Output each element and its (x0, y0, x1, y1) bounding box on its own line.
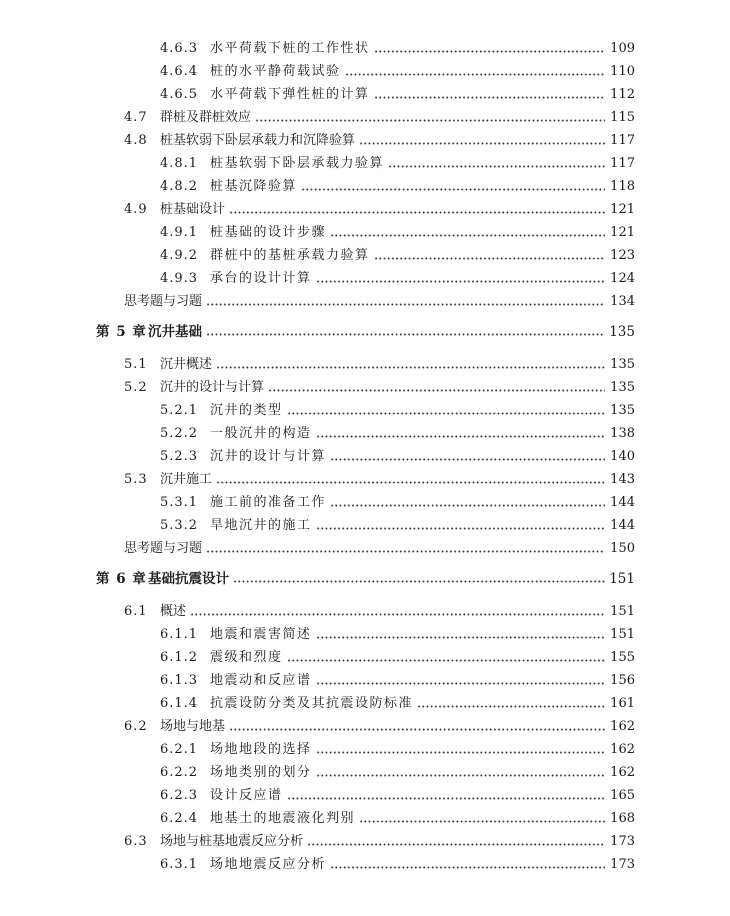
toc-entry[interactable] (160, 669, 635, 689)
toc-entry-page: 162 (610, 765, 635, 780)
toc-entry-title: 场地地段的选择 (210, 742, 312, 757)
toc-entry[interactable] (160, 60, 635, 80)
dot-leader (374, 256, 605, 261)
toc-entry[interactable] (160, 738, 635, 758)
dot-leader (206, 302, 605, 307)
toc-entry[interactable] (160, 761, 635, 781)
toc-entry-title: 桩基软弱下卧层承载力和沉降验算 (160, 133, 356, 148)
dot-leader (316, 434, 605, 439)
dot-leader (388, 164, 605, 169)
dot-leader (229, 210, 605, 215)
dot-leader (216, 480, 605, 485)
toc-entry[interactable] (160, 623, 635, 643)
toc-entry-title: 一般沉井的构造 (210, 426, 312, 441)
toc-entry-page: 140 (610, 449, 635, 464)
dot-leader (316, 750, 605, 755)
toc-entry-title: 群桩及群桩效应 (160, 110, 252, 125)
toc-entry-title: 思考题与习题 (124, 294, 203, 309)
toc-entry-number: 4.9.3 (160, 271, 199, 286)
toc-entry-page: 156 (610, 673, 635, 688)
toc-entry-title: 水平荷载下弹性桩的计算 (210, 87, 370, 102)
toc-entry[interactable] (160, 399, 635, 419)
toc-entry-number: 5.2 (124, 380, 148, 395)
toc-entry-page: 135 (610, 380, 635, 395)
toc-entry-title: 桩的水平静荷载试验 (210, 64, 341, 79)
toc-entry[interactable] (160, 491, 635, 511)
toc-entry-page: 151 (610, 627, 635, 642)
dot-leader (216, 365, 605, 370)
dot-leader (316, 279, 605, 284)
dot-leader (233, 579, 605, 584)
dot-leader (287, 658, 605, 663)
toc-entry-title: 桩基沉降验算 (210, 179, 298, 194)
toc-entry-number: 6.2.4 (160, 811, 199, 826)
dot-leader (268, 388, 605, 393)
toc-entry-page: 117 (610, 133, 635, 148)
dot-leader (316, 773, 605, 778)
dot-leader (255, 118, 605, 123)
dot-leader (330, 233, 605, 238)
toc-entry-number: 6.2.3 (160, 788, 199, 803)
toc-entry-number: 4.9 (124, 202, 148, 217)
toc-entry[interactable] (160, 267, 635, 287)
toc-entry[interactable] (124, 106, 635, 126)
toc-entry-page: 118 (610, 179, 635, 194)
toc-entry-page: 143 (610, 472, 635, 487)
toc-entry-number: 6.3 (124, 834, 148, 849)
toc-entry-title: 地震和震害简述 (210, 627, 312, 642)
toc-entry-page: 121 (610, 202, 635, 217)
dot-leader (287, 411, 605, 416)
toc-entry-title: 水平荷载下桩的工作性状 (210, 41, 370, 56)
dot-leader (190, 612, 605, 617)
toc-entry-title: 场地与桩基地震反应分析 (160, 834, 304, 849)
toc-entry-number: 4.6.3 (160, 41, 199, 56)
toc-entry-page: 173 (610, 857, 635, 872)
toc-entry-number: 6.1.1 (160, 627, 199, 642)
toc-entry-title: 震级和烈度 (210, 650, 283, 665)
toc-entry-number: 第 6 章 (96, 571, 147, 587)
toc-entry-page: 117 (610, 156, 635, 171)
toc-entry[interactable] (96, 567, 635, 587)
toc-entry[interactable] (160, 445, 635, 465)
toc-entry-number: 4.8.1 (160, 156, 199, 171)
dot-leader (316, 526, 605, 531)
toc-entry-number: 6.1.4 (160, 696, 199, 711)
toc-entry-page: 162 (610, 742, 635, 757)
toc-entry-page: 168 (610, 811, 635, 826)
toc-entry-number: 5.3 (124, 472, 148, 487)
toc-entry-page: 144 (610, 518, 635, 533)
toc-entry[interactable] (160, 646, 635, 666)
dot-leader (287, 796, 605, 801)
toc-entry-number: 5.2.1 (160, 403, 199, 418)
toc-entry-page: 161 (610, 696, 635, 711)
toc-entry-title: 场地与地基 (160, 719, 226, 734)
toc-entry[interactable] (96, 320, 635, 340)
toc-entry[interactable] (160, 244, 635, 264)
toc-entry-page: 173 (610, 834, 635, 849)
toc-entry-page: 135 (610, 357, 635, 372)
toc-entry[interactable] (160, 784, 635, 804)
toc-entry-page: 151 (609, 571, 635, 587)
toc-entry-title: 场地类别的划分 (210, 765, 312, 780)
toc-entry[interactable] (160, 692, 635, 712)
dot-leader (206, 549, 605, 554)
toc-entry-page: 150 (610, 541, 635, 556)
toc-entry-number: 第 5 章 (96, 324, 147, 340)
toc-entry-title: 桩基础设计 (160, 202, 226, 217)
toc-entry-number: 5.2.2 (160, 426, 199, 441)
toc-entry[interactable] (160, 514, 635, 534)
toc-entry-number: 4.7 (124, 110, 148, 125)
toc-entry-title: 设计反应谱 (210, 788, 283, 803)
dot-leader (330, 865, 605, 870)
toc-entry-number: 4.6.4 (160, 64, 199, 79)
toc-entry-page: 115 (610, 110, 635, 125)
dot-leader (345, 72, 605, 77)
toc-entry-title: 群桩中的基桩承载力验算 (210, 248, 370, 263)
toc-entry-number: 4.9.2 (160, 248, 199, 263)
toc-entry-title: 沉井的设计与计算 (160, 380, 265, 395)
toc-entry-title: 场地地震反应分析 (210, 857, 327, 872)
toc-entry[interactable] (124, 600, 635, 620)
dot-leader (301, 187, 605, 192)
toc-entry-page: 151 (610, 604, 635, 619)
dot-leader (229, 727, 605, 732)
toc-entry-title: 沉井的设计与计算 (210, 449, 327, 464)
dot-leader (330, 503, 605, 508)
toc-entry-number: 6.3.1 (160, 857, 199, 872)
dot-leader (417, 704, 605, 709)
toc-entry-title: 沉井的类型 (210, 403, 283, 418)
dot-leader (316, 635, 605, 640)
dot-leader (359, 819, 605, 824)
toc-entry-number: 4.8 (124, 133, 148, 148)
toc-entry[interactable] (124, 830, 635, 850)
toc-entry[interactable] (160, 853, 635, 873)
toc-entry-number: 6.2.2 (160, 765, 199, 780)
toc-entry-title: 桩基软弱下卧层承载力验算 (210, 156, 385, 171)
toc-entry[interactable] (124, 129, 635, 149)
toc-entry-title: 沉井概述 (160, 357, 213, 372)
toc-entry-title: 思考题与习题 (124, 541, 203, 556)
dot-leader (307, 842, 605, 847)
toc-entry-number: 6.2 (124, 719, 148, 734)
toc-entry-number: 5.3.2 (160, 518, 199, 533)
toc-entry[interactable] (124, 198, 635, 218)
toc-entry-page: 144 (610, 495, 635, 510)
toc-entry-title: 旱地沉井的施工 (210, 518, 312, 533)
toc-entry-number: 5.1 (124, 357, 148, 372)
dot-leader (330, 457, 605, 462)
toc-entry-number: 4.8.2 (160, 179, 199, 194)
toc-entry[interactable] (124, 376, 635, 396)
toc-entry-page: 134 (610, 294, 635, 309)
toc-entry-number: 4.9.1 (160, 225, 199, 240)
toc-entry-title: 沉井基础 (148, 324, 202, 340)
toc-entry-title: 沉井施工 (160, 472, 213, 487)
toc-entry-title: 承台的设计计算 (210, 271, 312, 286)
toc-entry-title: 地基土的地震液化判别 (210, 811, 356, 826)
toc-entry-title: 抗震设防分类及其抗震设防标准 (210, 696, 414, 711)
toc-entry-page: 112 (610, 87, 635, 102)
toc-entry-title: 桩基础的设计步骤 (210, 225, 327, 240)
toc-entry-page: 135 (609, 324, 635, 340)
dot-leader (374, 49, 605, 54)
toc-entry[interactable] (160, 221, 635, 241)
toc-entry-number: 5.2.3 (160, 449, 199, 464)
toc-entry[interactable] (160, 175, 635, 195)
toc-entry[interactable] (160, 807, 635, 827)
toc-entry-title: 施工前的准备工作 (210, 495, 327, 510)
toc-entry-page: 110 (610, 64, 635, 79)
toc-entry-number: 6.1.3 (160, 673, 199, 688)
toc-entry[interactable] (160, 152, 635, 172)
toc-entry-number: 6.2.1 (160, 742, 199, 757)
toc-entry-title: 地震动和反应谱 (210, 673, 312, 688)
toc-entry-page: 138 (610, 426, 635, 441)
toc-entry-number: 6.1.2 (160, 650, 199, 665)
toc-entry-page: 124 (610, 271, 635, 286)
toc-entry-page: 155 (610, 650, 635, 665)
toc-entry-page: 135 (610, 403, 635, 418)
toc-entry[interactable] (160, 37, 635, 57)
toc-entry-page: 121 (610, 225, 635, 240)
toc-entry[interactable] (124, 290, 635, 310)
toc-entry[interactable] (160, 422, 635, 442)
dot-leader (316, 681, 605, 686)
toc-entry-page: 162 (610, 719, 635, 734)
dot-leader (206, 332, 605, 337)
toc-entry-title: 概述 (160, 604, 187, 619)
toc-entry-number: 5.3.1 (160, 495, 199, 510)
toc-entry-page: 109 (610, 41, 635, 56)
toc-entry-title: 基础抗震设计 (148, 571, 229, 587)
toc-entry-number: 6.1 (124, 604, 148, 619)
toc-entry[interactable] (124, 353, 635, 373)
toc-entry[interactable] (124, 537, 635, 557)
dot-leader (374, 95, 605, 100)
toc-entry[interactable] (124, 468, 635, 488)
dot-leader (359, 141, 605, 146)
toc-entry[interactable] (160, 83, 635, 103)
toc-entry[interactable] (124, 715, 635, 735)
toc-entry-number: 4.6.5 (160, 87, 199, 102)
toc-entry-page: 165 (610, 788, 635, 803)
toc-entry-page: 123 (610, 248, 635, 263)
